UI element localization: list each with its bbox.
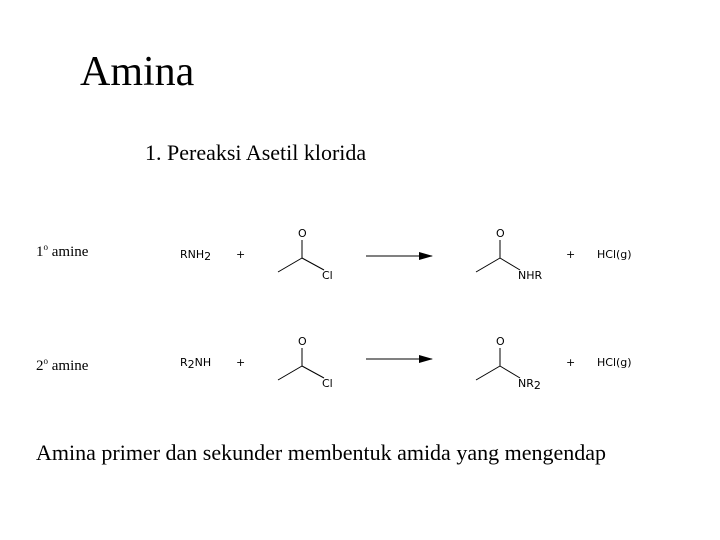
amine-degree: 2: [36, 358, 44, 374]
amide-product-structure: [476, 335, 541, 392]
plus-sign: +: [236, 356, 246, 369]
reaction-row-1: [180, 227, 632, 282]
chlorine-atom: Cl: [322, 269, 333, 282]
plus-sign: +: [236, 248, 246, 261]
amine-degree: 1: [36, 244, 44, 260]
amide-nitrogen-group: NHR: [518, 269, 543, 282]
reactant-amine: R2NH: [180, 356, 212, 371]
byproduct-hcl: HCl(g): [597, 356, 632, 369]
oxygen-atom: O: [496, 335, 505, 348]
oxygen-atom: O: [298, 227, 307, 240]
amine-word: amine: [48, 358, 89, 374]
plus-sign: +: [566, 248, 576, 261]
amide-product-structure: [476, 227, 543, 282]
amine-word: amine: [48, 244, 89, 260]
plus-sign: +: [566, 356, 576, 369]
reactant-amine: RNH2: [180, 248, 212, 263]
byproduct-hcl: HCl(g): [597, 248, 632, 261]
conclusion-text: Amina primer dan sekunder membentuk amida yang mengendap: [36, 440, 606, 465]
acetyl-chloride-structure: [278, 335, 333, 390]
oxygen-atom: O: [496, 227, 505, 240]
reaction-row-2: [180, 335, 632, 392]
acetyl-chloride-structure: [278, 227, 333, 282]
chlorine-atom: Cl: [322, 377, 333, 390]
degree-symbol: o: [43, 242, 48, 252]
page-title: Amina: [80, 49, 195, 95]
amide-nitrogen-group: NR2: [518, 377, 541, 392]
degree-symbol: o: [43, 356, 48, 366]
oxygen-atom: O: [298, 335, 307, 348]
section-heading: 1. Pereaksi Asetil klorida: [145, 140, 367, 165]
